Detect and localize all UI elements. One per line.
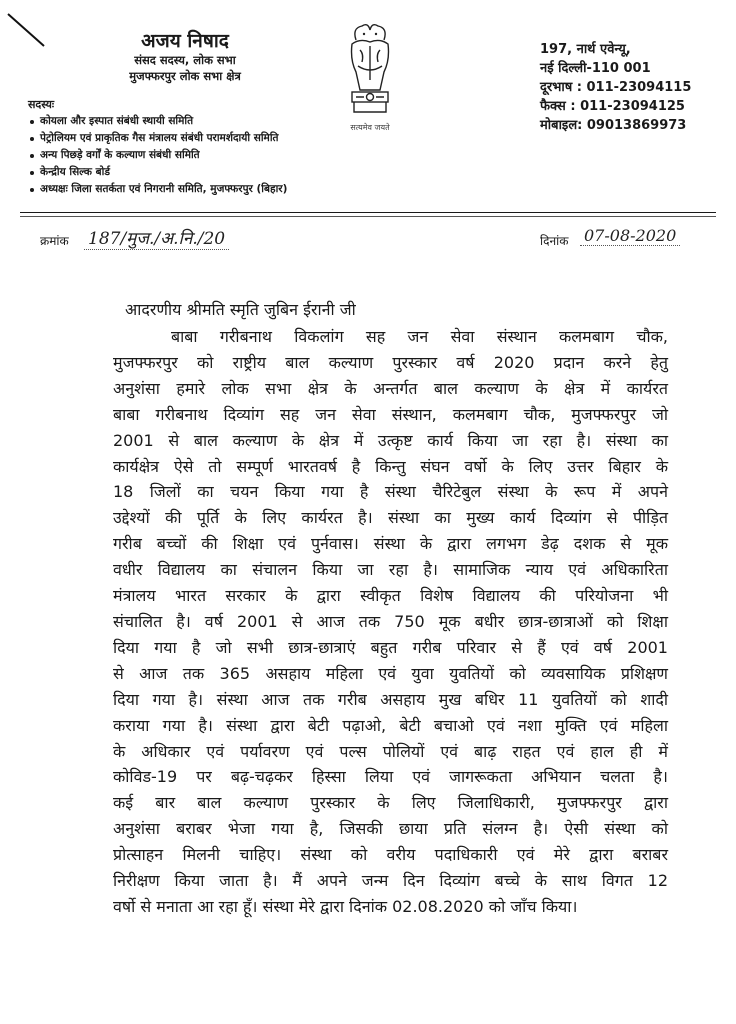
member-item: पेट्रोलियम एवं प्राकृतिक गैस मंत्रालय संबंधी परामर्शदायी समिति [28,130,508,147]
body-line: वर्षो से मनाता आ रहा हूँ। संस्था मेरे द्वारा दिनांक 02.08.2020 को जाँच किया। [113,896,578,916]
body-line: कई बार बाल कल्याण पुरस्कार के लिए जिलाधिकारी, मुजफ्फरपुर द्वारा [113,793,668,813]
body-line: 18 जिलों का चयन किया गया है संस्था चैरिटेबुल संस्था के रूप में अपने [113,482,668,502]
body-line: अनुशंसा बराबर भेजा गया है, जिसकी छाया प्रति संलग्न है। ऐसी संस्था को [113,819,668,839]
reference-row [40,226,710,252]
body-line: बाबा गरीबनाथ विकलांग सह जन सेवा संस्थान कलमबाग चौक, [171,327,668,346]
phone-line: दूरभाष : 011-23094115 [540,80,692,95]
corner-stroke-mark [4,8,48,52]
body-line: गरीब बच्चों की शिक्षा एवं पुर्नवास। संस्था के द्वारा लगभग डेढ़ दशक से मूक [113,534,668,554]
body-line: दिया गया है जो सभी छात्र-छात्राएं बहुत गरीब परिवार से हैं एवं वर्ष 2001 [113,637,668,657]
members-list [28,113,508,198]
body-line: के अधिकार एवं पर्यावरण एवं पल्स पोलियों एवं बाढ़ राहत एवं हाल ही में [113,741,668,761]
address-line: नई दिल्ली-110 001 [540,61,651,76]
address-line: 197, नार्थ एवेन्यू, [540,42,631,57]
body-line: अनुशंसा हमारे लोक सभा क्षेत्र के अन्तर्गत बाल कल्याण के क्षेत्र में कार्यरत [113,378,668,398]
member-item: केन्द्रीय सिल्क बोर्ड [28,164,508,181]
committee-memberships [28,96,508,198]
emblem-motto: सत्यमेव जयते [350,123,390,132]
address-block [540,40,730,135]
mp-details [70,30,300,84]
body-line: बाबा गरीबनाथ दिव्यांग सह जन सेवा संस्थान, कलमबाग चौक, मुजफ्फरपुर जो [113,404,668,424]
letter-body [113,324,668,920]
body-line: मुजफ्फरपुर को राष्ट्रीय बाल कल्याण पुरस्कार वर्ष 2020 प्रदान करने हेतु [113,352,668,372]
fax-line: फैक्स : 011-23094125 [540,99,685,114]
member-item: अध्यक्षः जिला सतर्कता एवं निगरानी समिति, मुजफ्फरपुर (बिहार) [28,181,508,198]
body-line: 2001 से बाल कल्याण के क्षेत्र में उत्कृष्ट कार्य किया जा रहा है। संस्था का [113,430,668,450]
body-line: से आज तक 365 असहाय महिला एवं युवा युवतियों को व्यवसायिक प्रशिक्षण [113,663,668,683]
member-item: अन्य पिछड़े वर्गों के कल्याण संबंधी समिति [28,147,508,164]
body-line: प्रोत्साहन मिलनी चाहिए। संस्था को वरीय पदाधिकारी एवं मेरे द्वारा बराबर [113,845,668,865]
reference-number: 187/मुज./अ.नि./20 [84,226,229,250]
body-line: वधीर विद्यालय का संचालन किया जा रहा है। सामाजिक न्याय एवं अधिकारिता [113,560,668,580]
body-line: कोविड-19 पर बढ़-चढ़कर हिस्सा लिया एवं जागरूकता अभियान चलता है। [113,767,668,787]
body-line: कराया गया है। संस्था द्वारा बेटी पढ़ाओ, बेटी बचाओ एवं नशा मुक्ति एवं महिला [113,715,668,735]
body-line: उद्देश्यों की पूर्ति के लिए कार्यरत है। संस्था का मुख्य कार्य दिव्यांग से पीड़ित [113,508,668,528]
mp-name: अजय निषाद [141,30,229,52]
body-line: निरीक्षण किया जाता है। मैं अपने जन्म दिन दिव्यांग बच्चे के साथ विगत 12 [113,871,668,891]
body-line: कार्यक्षेत्र ऐसे तो सम्पूर्ण भारतवर्ष है किन्तु संघन वर्षो के लिए उत्तर बिहार के [113,456,668,476]
members-heading: सदस्यः [28,98,55,111]
body-line: मंत्रालय भारत सरकार के द्वारा स्वीकृत विशेष विद्यालय की परियोजना भी [113,586,668,606]
reference-label: क्रमांक [40,234,69,248]
member-item: कोयला और इस्पात संबंधी स्थायी समिति [28,113,508,130]
mobile-line: मोबाइल: 09013869973 [540,118,687,133]
body-line: संचालित है। वर्ष 2001 से आज तक 750 मूक बधीर छात्र-छात्राओं को शिक्षा [113,611,668,631]
date-value: 07-08-2020 [580,226,680,246]
header-divider-thin [20,216,716,217]
date-label: दिनांक [540,234,569,248]
salutation: आदरणीय श्रीमति स्मृति जुबिन ईरानी जी [125,300,356,319]
header-divider [20,212,716,213]
mp-constituency: मुजफ्फरपुर लोक सभा क्षेत्र [129,69,241,83]
mp-designation: संसद सदस्य, लोक सभा [134,53,236,67]
body-line: दिया गया है। संस्था आज तक गरीब असहाय मुख बधिर 11 युवतियों को शादी [113,689,668,709]
